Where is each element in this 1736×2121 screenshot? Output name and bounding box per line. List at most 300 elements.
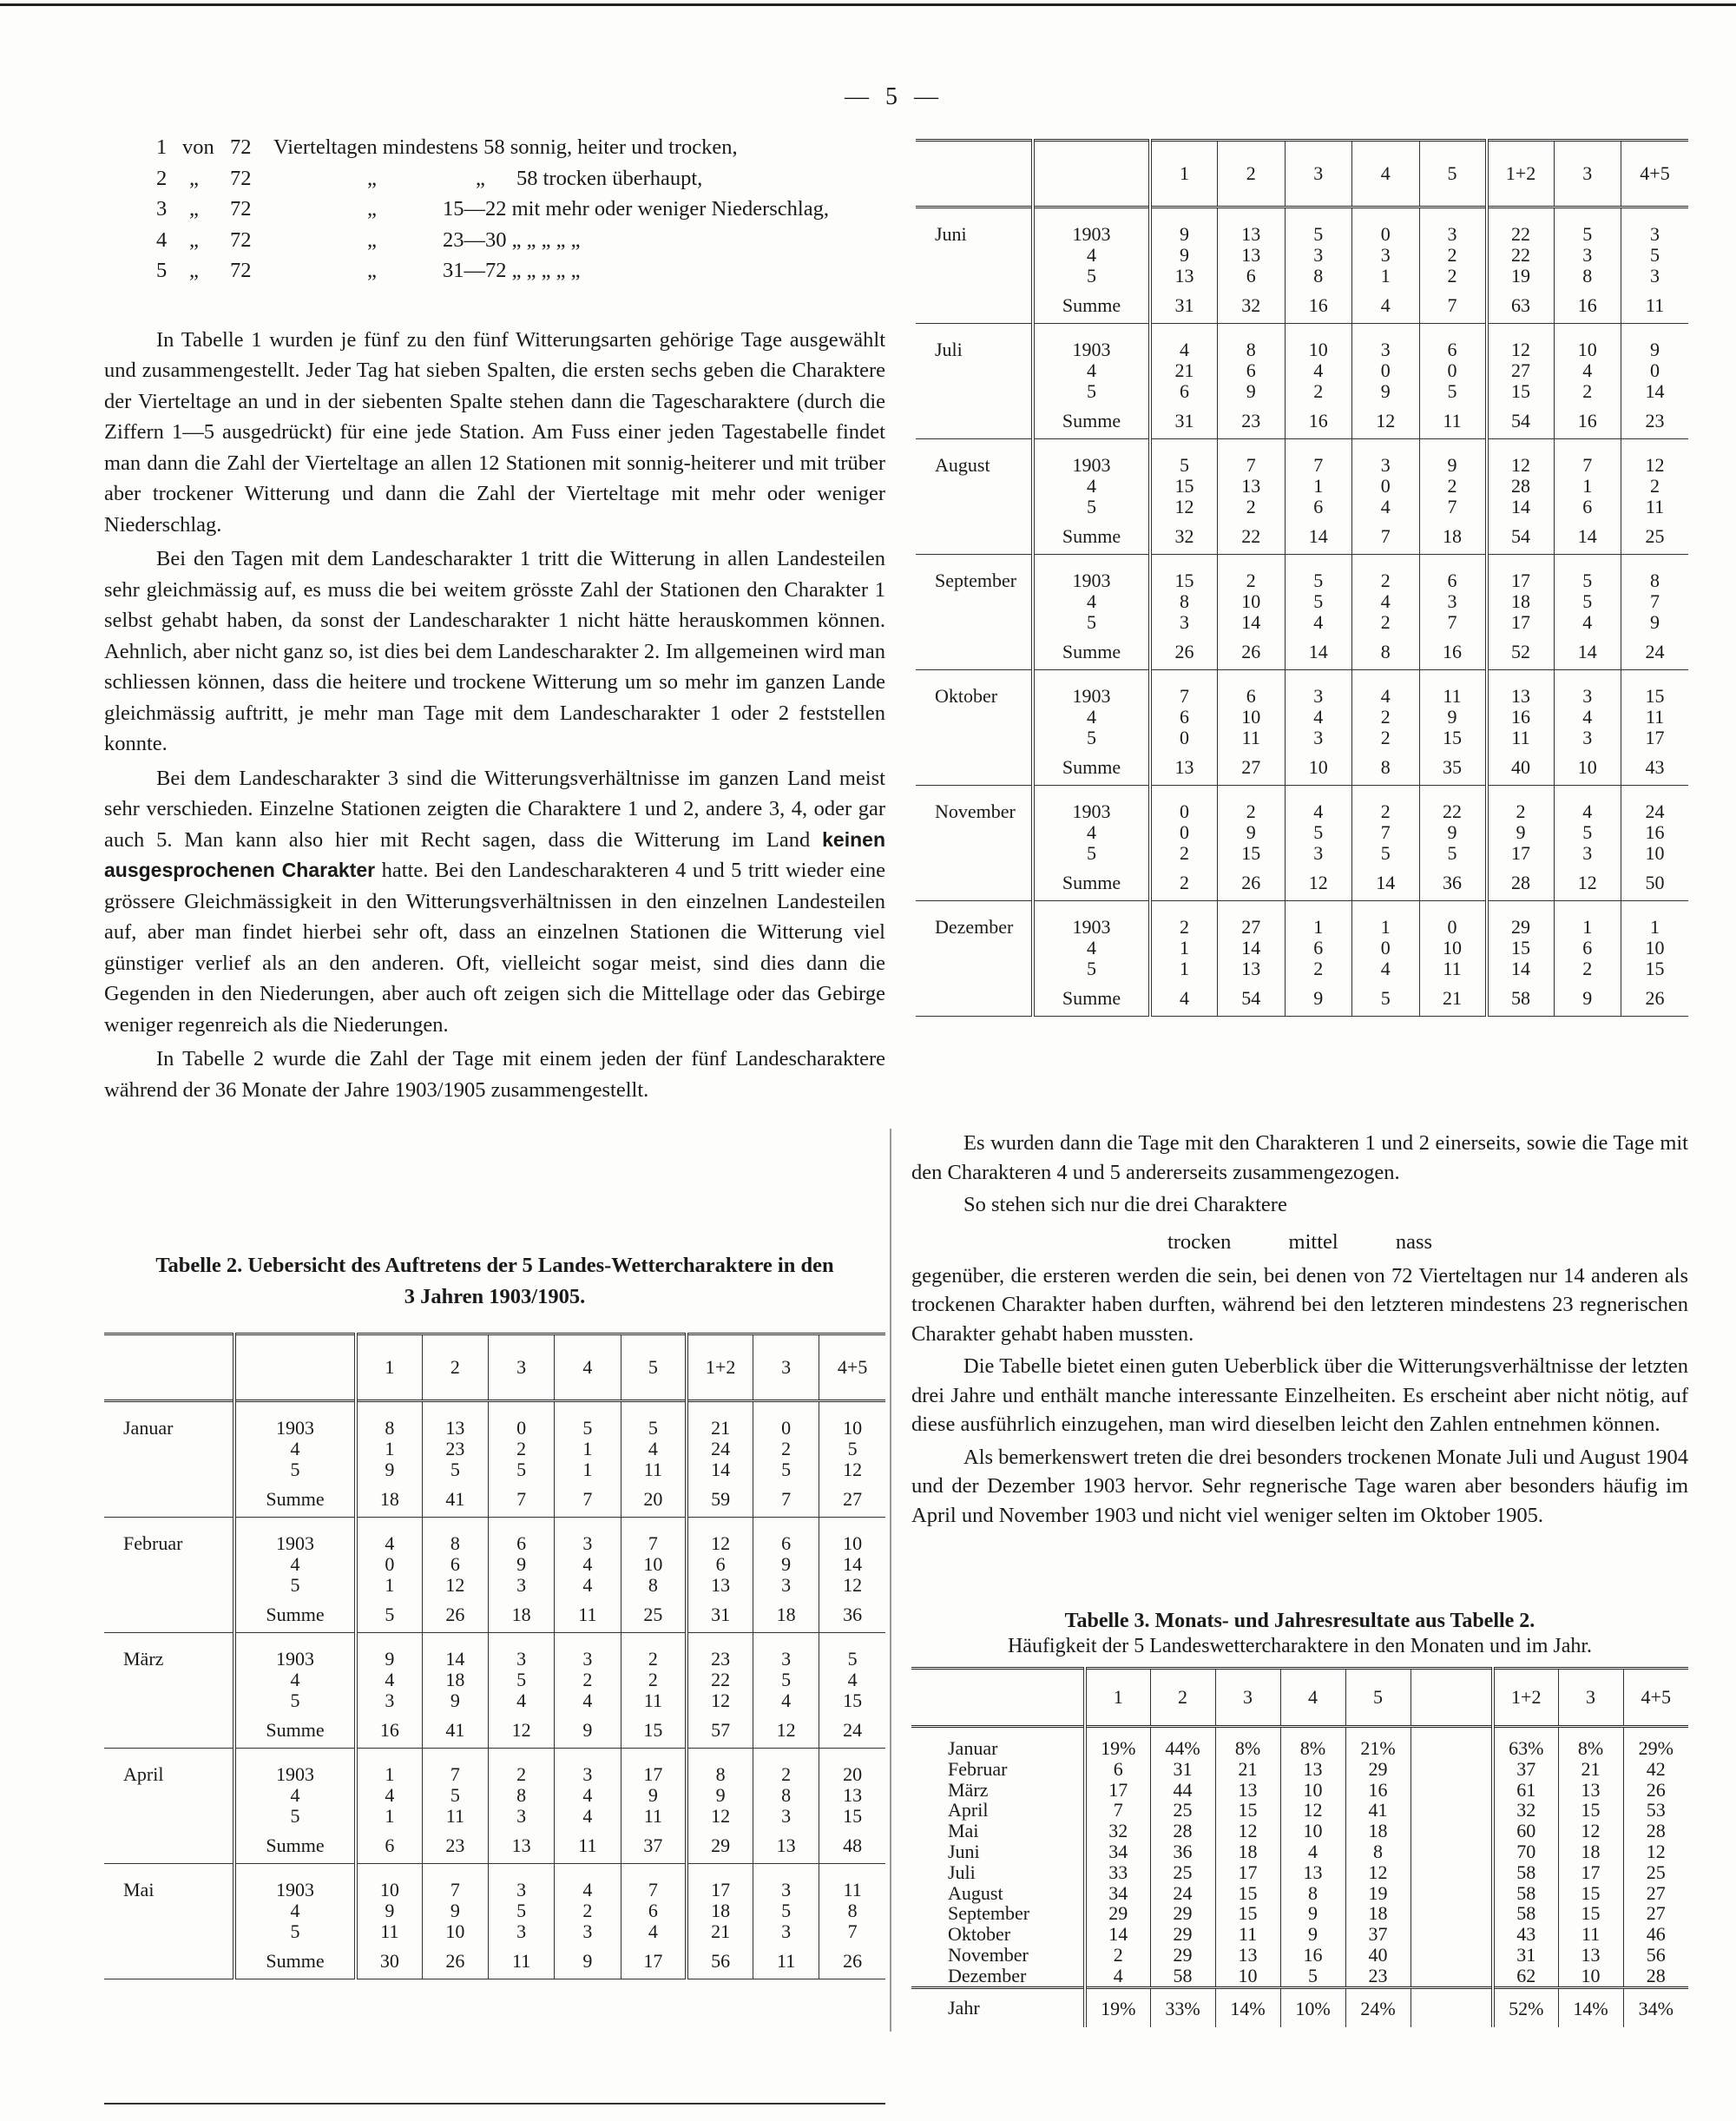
sum-value: 36 xyxy=(819,1596,885,1633)
sum-value: 13 xyxy=(1150,748,1218,786)
year-label: 1903 xyxy=(1072,454,1111,476)
sum-value: 26 xyxy=(1218,633,1286,670)
sum-value: 63 xyxy=(1487,287,1555,324)
value-column xyxy=(356,1633,422,1712)
sum-value: 7 xyxy=(1419,287,1487,324)
sum-row xyxy=(916,402,1688,439)
left-column-text xyxy=(104,132,885,1109)
col-header: 2 xyxy=(1150,1669,1215,1727)
cell-value: 4 xyxy=(582,1690,593,1711)
cell-value: 8 xyxy=(450,1532,460,1554)
sum-value: 21 xyxy=(1419,979,1487,1017)
cell-value: 21 xyxy=(1238,1757,1258,1780)
cell-value: 6 xyxy=(1246,359,1256,381)
value-column xyxy=(1285,555,1352,634)
sum-spacer xyxy=(916,633,1033,670)
sum-value: 59 xyxy=(687,1480,753,1518)
cell-value: 5 xyxy=(1313,570,1324,591)
cell-value: 4 xyxy=(1380,496,1391,517)
cell-value: 4 xyxy=(648,1920,658,1942)
cell-value: 2 xyxy=(582,1669,593,1690)
month-name: April xyxy=(123,1763,164,1785)
value-column xyxy=(1554,439,1621,518)
cell-value: 7 xyxy=(450,1879,460,1900)
cell-value: 6 xyxy=(1582,496,1593,517)
sum-value: 9 xyxy=(1285,979,1352,1017)
cell-value: 7 xyxy=(1180,685,1189,707)
value-column xyxy=(1352,670,1420,749)
sum-value: 23 xyxy=(1218,402,1286,439)
month-block-row xyxy=(916,324,1688,403)
cell-value: 5 xyxy=(582,1417,593,1439)
cell-value: 4 xyxy=(385,1784,395,1806)
sum-row xyxy=(104,1942,885,1979)
cell-value: 4 xyxy=(1380,958,1391,979)
value-column xyxy=(1487,555,1555,634)
sum-value: 41 xyxy=(422,1480,488,1518)
cell-value: 4 xyxy=(1582,800,1593,822)
cell-value: 18 xyxy=(1368,1902,1388,1925)
cell-value: 9 xyxy=(1180,223,1189,245)
cell-value: 18 xyxy=(1238,1840,1258,1862)
value-column xyxy=(1487,786,1555,865)
cell-value: 7 xyxy=(648,1879,658,1900)
sum-spacer xyxy=(916,402,1033,439)
value-column xyxy=(356,1864,422,1943)
cell-value: 4 xyxy=(1380,590,1391,612)
sum-value: 48 xyxy=(819,1827,885,1864)
month-name: Februar xyxy=(948,1757,1008,1780)
year-label: 4 xyxy=(1087,590,1096,612)
cell-value: 29% xyxy=(1638,1737,1674,1759)
sum-value: 25 xyxy=(621,1596,687,1633)
cell-value: 29 xyxy=(1511,916,1530,938)
cell-value: 9 xyxy=(1447,454,1457,476)
year-labels xyxy=(1033,324,1150,403)
cell-value: 15 xyxy=(1511,937,1530,958)
value-column xyxy=(1419,207,1487,287)
cell-value: 13 xyxy=(1238,1778,1258,1801)
cell-value: 2 xyxy=(1447,265,1457,287)
cell-value: 1 xyxy=(1582,475,1593,497)
sum-label: Summe xyxy=(234,1827,356,1864)
cell-value: 9 xyxy=(1516,821,1526,843)
value-column xyxy=(555,1864,621,1943)
value-column xyxy=(1419,670,1487,749)
sum-value: 9 xyxy=(555,1942,621,1979)
sum-value: 26 xyxy=(1150,633,1218,670)
year-label: 4 xyxy=(1087,821,1096,843)
cell-value: 23 xyxy=(1368,1964,1388,1986)
cell-value: 1 xyxy=(1180,958,1189,979)
sum-value: 56 xyxy=(687,1942,753,1979)
value-column xyxy=(687,1633,753,1712)
cell-value: 1 xyxy=(1313,916,1324,938)
cell-value: 3 xyxy=(1582,727,1593,748)
sum-label: Summe xyxy=(234,1596,356,1633)
right-column-text xyxy=(911,1129,1688,1533)
value-column xyxy=(422,1749,488,1828)
cell-value: 19% xyxy=(1101,1737,1136,1759)
value-column xyxy=(1150,324,1218,403)
cell-value: 13 xyxy=(1303,1861,1323,1883)
col-header: 3 xyxy=(1554,141,1621,207)
sum-value: 22 xyxy=(1218,517,1286,555)
cell-value: 2 xyxy=(1582,958,1593,979)
cell-value: 3 xyxy=(1180,611,1189,633)
cell-value: 5 xyxy=(1582,821,1593,843)
year-value: 33% xyxy=(1150,1987,1215,2027)
year-label: 5 xyxy=(1087,496,1096,517)
cell-value: 40 xyxy=(1368,1943,1388,1966)
cell-value: 10 xyxy=(1303,1778,1323,1801)
cell-value: 29 xyxy=(1108,1902,1128,1925)
t3-column xyxy=(1345,1727,1410,1988)
cell-value: 3 xyxy=(1380,244,1391,266)
cell-value: 28 xyxy=(1646,1820,1666,1842)
sum-spacer xyxy=(916,748,1033,786)
column-separator xyxy=(890,1129,891,2032)
cell-value: 15 xyxy=(1581,1881,1601,1904)
value-column xyxy=(1621,439,1689,518)
sum-value: 40 xyxy=(1487,748,1555,786)
sum-value: 11 xyxy=(555,1596,621,1633)
cell-value: 9 xyxy=(1180,244,1189,266)
sum-spacer xyxy=(104,1480,234,1518)
cell-value: 13 xyxy=(1241,223,1261,245)
value-column xyxy=(422,1518,488,1597)
cell-value: 12 xyxy=(1646,1840,1666,1862)
sum-value: 23 xyxy=(1621,402,1689,439)
sum-value: 14 xyxy=(1554,517,1621,555)
sum-value: 5 xyxy=(1352,979,1420,1017)
sum-value: 6 xyxy=(356,1827,422,1864)
def-number: 4 xyxy=(156,227,168,252)
table3-caption xyxy=(911,1608,1688,1658)
year-labels xyxy=(234,1749,356,1828)
col-header: 5 xyxy=(1345,1669,1410,1727)
value-column xyxy=(1621,324,1689,403)
value-column xyxy=(1554,901,1621,980)
cell-value: 3 xyxy=(1313,685,1324,707)
sum-value: 26 xyxy=(1621,979,1689,1017)
def-total: 72 xyxy=(230,166,252,190)
cell-value: 9 xyxy=(516,1553,527,1575)
col-header: 1+2 xyxy=(1487,141,1555,207)
cell-value: 9 xyxy=(1380,380,1391,402)
cell-value: 14 xyxy=(1241,937,1261,958)
sum-value: 17 xyxy=(621,1942,687,1979)
cell-value: 10 xyxy=(1581,1964,1601,1986)
sum-value: 23 xyxy=(422,1827,488,1864)
def-text: 58 trocken überhaupt, xyxy=(516,166,703,190)
cell-value: 11 xyxy=(1645,496,1665,517)
value-column xyxy=(1487,901,1555,980)
cell-value: 5 xyxy=(1313,590,1324,612)
cell-value: 0 xyxy=(1447,916,1457,938)
value-column xyxy=(1554,670,1621,749)
sum-value: 20 xyxy=(621,1480,687,1518)
col-header: 3 xyxy=(1285,141,1352,207)
sum-value: 15 xyxy=(621,1711,687,1749)
sum-value: 31 xyxy=(1150,402,1218,439)
cell-value: 3 xyxy=(1650,265,1660,287)
sum-value: 12 xyxy=(1285,864,1352,901)
year-label: 4 xyxy=(1087,706,1096,728)
sum-value: 7 xyxy=(489,1480,555,1518)
cell-value: 5 xyxy=(1380,842,1391,864)
year-label: 5 xyxy=(290,1690,300,1711)
year-value: 24% xyxy=(1345,1987,1410,2027)
value-column xyxy=(1487,324,1555,403)
value-column xyxy=(621,1401,687,1481)
month-block-row xyxy=(916,555,1688,634)
value-column xyxy=(1487,670,1555,749)
value-column xyxy=(1419,555,1487,634)
month-name: April xyxy=(948,1799,989,1821)
value-column xyxy=(1621,901,1689,980)
value-column xyxy=(753,1633,819,1712)
sum-value: 54 xyxy=(1487,402,1555,439)
cell-value: 2 xyxy=(1447,475,1457,497)
month-block-row xyxy=(104,1864,885,1943)
year-value: 14% xyxy=(1215,1987,1280,2027)
sum-row xyxy=(104,1480,885,1518)
year-labels xyxy=(234,1401,356,1481)
month-block-row xyxy=(916,901,1688,980)
cell-value: 29 xyxy=(1173,1902,1193,1925)
value-column xyxy=(1285,324,1352,403)
cell-value: 15 xyxy=(1645,685,1665,707)
value-column xyxy=(1419,439,1487,518)
col-header: 4+5 xyxy=(819,1334,885,1401)
cell-value: 46 xyxy=(1646,1923,1666,1946)
value-column xyxy=(489,1401,555,1481)
cell-value: 63% xyxy=(1509,1737,1544,1759)
cell-value: 19 xyxy=(1368,1881,1388,1904)
cell-value: 5 xyxy=(1313,223,1324,245)
cell-value: 3 xyxy=(1582,244,1593,266)
month-name: September xyxy=(935,570,1017,591)
year-label: 5 xyxy=(1087,265,1096,287)
sum-value: 2 xyxy=(1150,864,1218,901)
cell-value: 4 xyxy=(1113,1964,1123,1986)
cell-value: 2 xyxy=(1113,1943,1123,1966)
table-2-continued xyxy=(916,139,1688,1017)
year-labels xyxy=(1033,555,1150,634)
cell-value: 3 xyxy=(1313,244,1324,266)
value-column xyxy=(1218,670,1286,749)
cell-value: 3 xyxy=(1582,685,1593,707)
cell-value: 2 xyxy=(1380,706,1391,728)
cell-value: 17 xyxy=(1511,842,1530,864)
definition-row xyxy=(156,225,885,256)
col-header: 5 xyxy=(621,1334,687,1401)
cell-value: 6 xyxy=(1582,937,1593,958)
sum-row xyxy=(916,287,1688,324)
month-name: März xyxy=(948,1778,989,1801)
cell-value: 22 xyxy=(711,1669,731,1690)
year-label: 4 xyxy=(1087,937,1096,958)
cell-value: 5 xyxy=(450,1459,460,1480)
cell-value: 3 xyxy=(516,1574,527,1596)
value-column xyxy=(621,1633,687,1712)
cell-value: 12 xyxy=(1368,1861,1388,1883)
paragraph-text: Bei dem Landescharakter 3 sind die Witterungsverhältnisse im ganzen Land meist sehr verschieden. Einzelne Stationen zeigten die Charaktere 1 und 2, andere 3, 4, oder gar auch 5. Man kann also hier mit Recht sagen, dass die Witterung im Land xyxy=(104,766,885,852)
cell-value: 13 xyxy=(843,1784,863,1806)
cell-value: 17 xyxy=(1645,727,1665,748)
paragraph: Bei den Tagen mit dem Landescharakter 1 tritt die Witterung in allen Landesteilen sehr gleichmässig auf, es muss die bei weitem grösste Zahl der Stationen den Charakter 1 selbst gehabt haben, da sonst der Landescharakter 1 nicht hätte herauskommen können. Aehnlich, aber nicht ganz so, ist dies bei dem Landescharakter 2. Im allgemeinen wird man schliessen können, dass die heitere und trockene Witterung um so mehr im ganzen Lande gleichmässig auftritt, je mehr man Tage mit dem Landescharakter 1 oder 2 feststellen konnte. xyxy=(104,547,885,755)
cell-value: 16 xyxy=(1645,821,1665,843)
value-column xyxy=(621,1518,687,1597)
value-column xyxy=(1285,207,1352,287)
cell-value: 0 xyxy=(1180,821,1189,843)
value-column xyxy=(687,1401,753,1481)
cell-value: 8 xyxy=(1582,265,1593,287)
cell-value: 62 xyxy=(1516,1964,1536,1986)
cell-value: 4 xyxy=(648,1438,658,1459)
sum-value: 24 xyxy=(819,1711,885,1749)
cell-value: 53 xyxy=(1646,1799,1666,1821)
cell-value: 15 xyxy=(1241,842,1261,864)
sum-value: 7 xyxy=(753,1480,819,1518)
month-block-row xyxy=(916,439,1688,518)
cell-value: 18 xyxy=(445,1669,465,1690)
value-column xyxy=(621,1749,687,1828)
value-column xyxy=(555,1633,621,1712)
sum-value: 5 xyxy=(356,1596,422,1633)
year-value: 14% xyxy=(1558,1987,1623,2027)
cell-value: 2 xyxy=(582,1900,593,1921)
cell-value: 12 xyxy=(1511,339,1530,360)
cell-value: 14 xyxy=(445,1648,465,1670)
year-value: 19% xyxy=(1085,1987,1150,2027)
cell-value: 6 xyxy=(781,1532,792,1554)
paragraph xyxy=(104,763,885,1041)
year-label: 5 xyxy=(290,1805,300,1827)
def-number: 1 xyxy=(156,135,168,159)
cell-value: 10 xyxy=(1645,937,1665,958)
col-header: 2 xyxy=(422,1334,488,1401)
def-von: „ xyxy=(189,197,199,221)
value-column xyxy=(356,1401,422,1481)
cell-value: 3 xyxy=(1650,223,1660,245)
sum-value: 10 xyxy=(1554,748,1621,786)
cell-value: 2 xyxy=(1313,958,1324,979)
cell-value: 5 xyxy=(1308,1964,1318,1986)
cell-value: 4 xyxy=(1180,339,1189,360)
cell-value: 5 xyxy=(1313,821,1324,843)
definition-row xyxy=(156,163,885,194)
cell-value: 6 xyxy=(1113,1757,1123,1780)
def-von: „ xyxy=(189,227,199,252)
table-3 xyxy=(911,1667,1688,2027)
cell-value: 3 xyxy=(582,1920,593,1942)
sum-value: 58 xyxy=(1487,979,1555,1017)
sum-value: 14 xyxy=(1285,517,1352,555)
cell-value: 15 xyxy=(1238,1799,1258,1821)
cell-value: 29 xyxy=(1368,1757,1388,1780)
cell-value: 37 xyxy=(1368,1923,1388,1946)
cell-value: 4 xyxy=(1582,611,1593,633)
sum-value: 13 xyxy=(489,1827,555,1864)
year-label: 5 xyxy=(1087,727,1096,748)
cell-value: 10 xyxy=(1645,842,1665,864)
cell-value: 13 xyxy=(1303,1757,1323,1780)
cell-value: 5 xyxy=(781,1459,792,1480)
sum-value: 9 xyxy=(555,1711,621,1749)
cell-value: 4 xyxy=(582,1805,593,1827)
cell-value: 15 xyxy=(1511,380,1530,402)
value-column xyxy=(1419,324,1487,403)
col-header: 1 xyxy=(356,1334,422,1401)
cell-value: 27 xyxy=(1241,916,1261,938)
cell-value: 5 xyxy=(1447,380,1457,402)
month-name: Mai xyxy=(948,1820,979,1842)
month-name: Juli xyxy=(948,1861,976,1883)
cell-value: 2 xyxy=(1180,916,1189,938)
sum-value: 16 xyxy=(1285,287,1352,324)
sum-value: 8 xyxy=(1352,633,1420,670)
table2-caption xyxy=(104,1250,885,1313)
cell-value: 29 xyxy=(1173,1943,1193,1966)
cell-value: 2 xyxy=(1180,842,1189,864)
year-label: 5 xyxy=(290,1920,300,1942)
cell-value: 10 xyxy=(843,1417,863,1439)
cell-value: 12 xyxy=(843,1459,863,1480)
sum-value: 14 xyxy=(1554,633,1621,670)
cell-value: 6 xyxy=(1246,685,1256,707)
sum-row xyxy=(104,1711,885,1749)
month-name: Mai xyxy=(123,1879,155,1900)
cell-value: 4 xyxy=(1582,706,1593,728)
def-text: Vierteltagen mindestens 58 sonnig, heiter und trocken, xyxy=(273,135,738,159)
cell-value: 28 xyxy=(1511,475,1530,497)
sum-row xyxy=(916,979,1688,1017)
year-value: 34% xyxy=(1623,1987,1688,2027)
cell-value: 26 xyxy=(1646,1778,1666,1801)
cell-value: 28 xyxy=(1173,1820,1193,1842)
sum-value: 12 xyxy=(489,1711,555,1749)
cell-value: 6 xyxy=(450,1553,460,1575)
month-name: November xyxy=(948,1943,1029,1966)
cell-value: 10 xyxy=(1238,1964,1258,1986)
year-label: 1903 xyxy=(276,1879,314,1900)
year-label: 1903 xyxy=(276,1532,314,1554)
cell-value: 9 xyxy=(715,1784,726,1806)
cell-value: 4 xyxy=(1313,800,1324,822)
year-labels xyxy=(234,1518,356,1597)
cell-value: 27 xyxy=(1646,1881,1666,1904)
cell-value: 10 xyxy=(1303,1820,1323,1842)
value-column xyxy=(1218,786,1286,865)
year-label: 4 xyxy=(290,1553,300,1575)
sum-value: 26 xyxy=(819,1942,885,1979)
sum-value: 30 xyxy=(356,1942,422,1979)
cell-value: 3 xyxy=(781,1648,792,1670)
sum-value: 18 xyxy=(1419,517,1487,555)
sum-value: 16 xyxy=(1419,633,1487,670)
cell-value: 2 xyxy=(1380,727,1391,748)
cell-value: 34 xyxy=(1108,1881,1128,1904)
cell-value: 3 xyxy=(516,1648,527,1670)
bottom-rule xyxy=(104,2103,885,2105)
cell-value: 11 xyxy=(1511,727,1530,748)
sum-value: 57 xyxy=(687,1711,753,1749)
def-von: von xyxy=(182,135,214,159)
table3-year-row xyxy=(911,1987,1688,2027)
cell-value: 15 xyxy=(1238,1902,1258,1925)
